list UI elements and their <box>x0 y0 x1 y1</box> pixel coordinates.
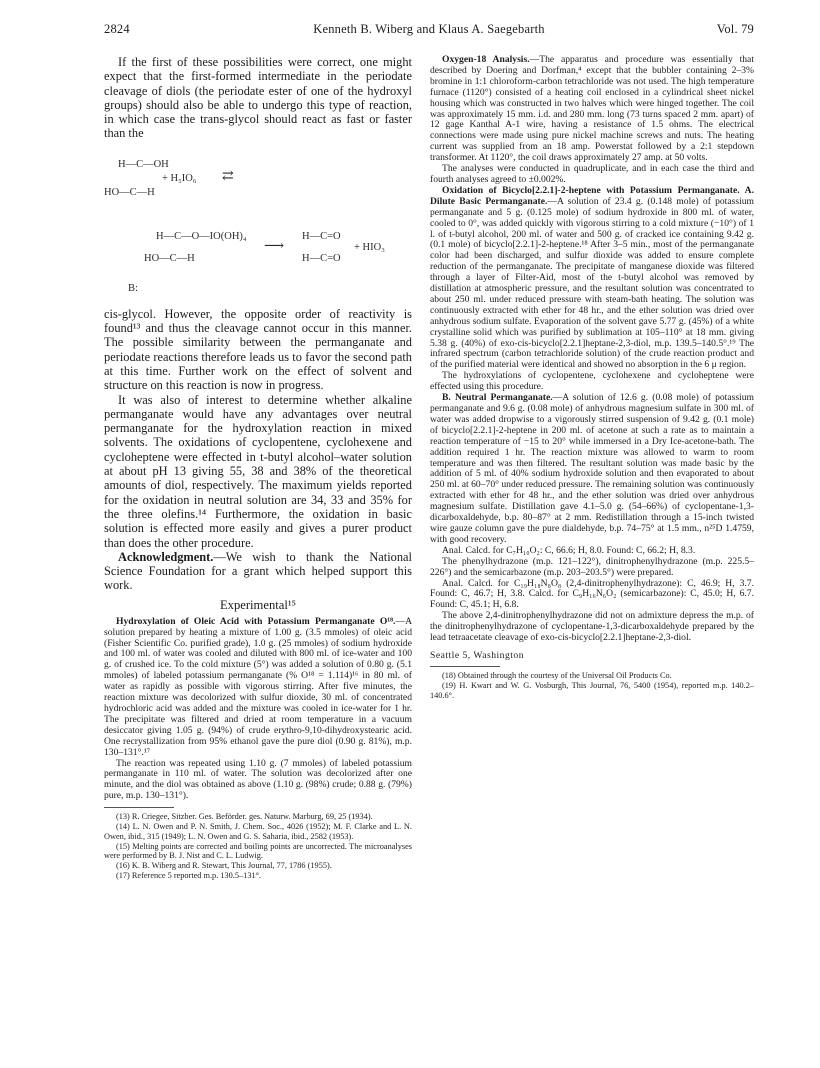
paragraph-cis-glycol: cis-glycol. However, the opposite order of reactivity is found¹³ and thus the cleavage cannot occur in this manner. The possible similarity between the permanganate and periodate reactions therefore leads us to favor the second path at this time. Further work on the effect of solvent and structure on this reaction is now in progress. <box>104 306 412 393</box>
analysis-derivatives: Anal. Calcd. for C₁₉H₁₈N₈O₈ (2,4-dinitrophenylhydrazone): C, 46.9; H, 3.7. Found: C, 46.7; H, 3.8. Calcd. for C₉H₁₆N₆O₂ (semicarbazone): C, 45.0; H, 6.7. Found: C, 45.1; H, 6.8. <box>430 577 754 611</box>
acknowledgment-text: —We wish to thank the National Science Foundation for a grant which helped support this work. <box>104 549 412 593</box>
paragraph-neutral <box>430 393 754 546</box>
scheme-glycol-periodate <box>104 153 412 219</box>
running-authors: Kenneth B. Wiberg and Klaus A. Saegebarth <box>313 22 545 36</box>
bicyclo-text: —A solution of 23.4 g. (0.148 mole) of potassium permanganate and 5 g. (0.125 mole) of sodium hydroxide in 800 ml. of water, cooled to 0°, was added quickly with vigorous stirring to a cold mixture (−10°) of 1 l. of t-butyl alcohol, 200 ml. of water and 500 g. of cracked ice containing 9.42 g. (0.1 mole) of bicyclo[2.2.1]-2-heptene.¹⁸ After 3–5 min., most of the permanganate color had been discharged, and sulfur dioxide was added to ensure complete reduction of the permanganate. The precipitate of manganese dioxide was filtered through a layer of Filter-Aid, most of the t-butyl alcohol was removed by distillation at atmospheric pressure, and the resultant solution was concentrated to about 250 ml. under reduced pressure with steam-bath heating. The solution was continuously extracted with ether for 48 hr., and the ether solution was dried over anhydrous sodium sulfate. Evaporation of the solvent gave 5.77 g. (45%) of a white crystalline solid which was purified by sublimation at 105–110° at 18 mm. giving 5.38 g. (40%) of exo-cis-bicyclo[2.2.1]heptane-2,3-diol, m.p. 139.5–140.5°.¹⁹ The infrared spectrum (carbon tetrachloride solution) of the crude reaction product and of the purified material were identical and showed no absorption in the 6 μ region. <box>430 195 755 371</box>
footnote-19: (19) H. Kwart and W. G. Vosburgh, This Journal, 76, 5400 (1954), reported m.p. 140.2–140.6°. <box>430 680 754 700</box>
analysis-dialdehyde: Anal. Calcd. for C₇H₁₀O₂: C, 66.6; H, 8.0. Found: C, 66.2; H, 8.3. <box>442 544 696 556</box>
o18-heading: Oxygen-18 Analysis. <box>442 54 530 65</box>
scheme1-line2: HO—C—H <box>104 186 155 198</box>
paragraph-oxygen18 <box>430 55 754 164</box>
footnote-13: (13) R. Criegee, Sitzber. Ges. Beförder. ges. Naturw. Marburg, 69, 25 (1934). <box>116 812 373 822</box>
scheme2-product-top: H—C=O <box>302 230 341 242</box>
o18-text: —The apparatus and procedure was essentially that described by Doering and Dorfman,⁴ except that the bubbler containing 2–3% bromine in 1:1 chloroform-carbon tetrachloride was not used. The high temperature furnace (1120°) consisted of a heating coil enclosed in a cylindrical sheet nickel housing which was constructed in two halves which were hinged together. The coil was approximately 15 mm. i.d. and 280 mm. long (73 turns spaced 2 mm. apart) of 12 gage Kanthal A-1 wire, having a resistance of 1.5 ohms. The electrical connections were made using pure nickel machine screws and nuts. The heating current was supplied from an 18 amp. Powerstat followed by a 2:1 stepdown transformer. At 1120°, the coil draws approximately 27 amp. at 50 volts. <box>430 54 754 164</box>
scheme2-ester-bottom: HO—C—H <box>144 252 195 264</box>
paragraph-derivatives: The phenylhydrazone (m.p. 121–122°), dinitrophenylhydrazone (m.p. 225.5–226°) and the semicarbazone (m.p. 203–203.5°) were prepared. <box>430 555 754 578</box>
paragraph-possibilities: If the first of these possibilities were correct, one might expect that the first-formed intermediate in the periodate cleavage of diols (the periodate ester of one of the hydroxyl groups) should also be able to undergo this type of reaction, in which case the trans-glycol should react as fast or faster than the <box>104 55 412 141</box>
page-number: 2824 <box>104 22 130 36</box>
right-column <box>430 55 754 700</box>
paragraph-oleic-acid <box>104 617 412 759</box>
equilibrium-arrow-icon: ⇄ <box>222 168 234 184</box>
paragraph-alkaline-permanganate: It was also of interest to determine whether alkaline permanganate would have any advantages over neutral permanganate for the hydroxylation reaction in mixed solvents. The oxidations of cyclopentene, cyclohexene and cycloheptene were effected in t-butyl alcohol–water solution at about pH 13 giving 55, 38 and 38% of the theoretical amounts of diol, respectively. The maximum yields reported for the oxidation in neutral solution are 34, 33 and 35% for the three olefins.¹⁴ Furthermore, the oxidation in basic solution is effected more easily and gives a purer product than does the other procedure. <box>104 392 412 550</box>
neutral-text: —A solution of 12.6 g. (0.08 mole) of potassium permanganate and 9.6 g. (0.08 mole) of anhydrous magnesium sulfate in 300 ml. of water was added dropwise to a vigorously stirred suspension of 9.42 g. (0.1 mole) of bicyclo[2.2.1]-2-heptene in 200 ml. of acetone at such a rate as to maintain a reaction temperature of −15 to 20° while immersed in a Dry Ice-acetone-bath. The addition required 1 hr. The reaction mixture was allowed to warm to room temperature and was then filtered. The resultant solution was made basic by the addition of 5 ml. of 40% sodium hydroxide solution and then evaporated to about 250 ml. at 60–70° under reduced pressure. The remaining solution was continuously extracted with ether for 48 hr., and the ether solution was dried over anhydrous magnesium sulfate. Distillation gave 4.1–5.0 g. (54–66%) of cyclopentane-1,3-dicarboxaldehyde, b.p. 80–87° at 2 mm. Redistillation through a 15-inch twisted wire gauze column gave the pure dialdehyde, b.p. 74–75° at 1.5 mm., n²⁵D 1.4759, with good recovery. <box>430 392 754 545</box>
footnote-divider <box>104 807 174 808</box>
paragraph-admixture: The above 2,4-dinitrophenylhydrazone did not on admixture depress the m.p. of the dinitrophenylhydrazone of cyclopentane-1,3-dicarboxaldehyde prepared by the lead tetraacetate cleavage of exo-cis-bicyclo[2.2.1]heptane-2,3-diol. <box>430 610 754 644</box>
experimental-heading: Experimental¹⁵ <box>219 597 296 612</box>
volume-label: Vol. 79 <box>716 22 754 36</box>
footnote-14: (14) L. N. Owen and P. N. Smith, J. Chem. Soc., 4026 (1952); M. F. Clarke and L. N. Owen, ibid., 315 (1949); L. N. Owen and G. S. Saharia, ibid., 2582 (1953). <box>104 821 412 841</box>
bicyclo-heading: Oxidation of Bicyclo[2.2.1]-2-heptene with Potassium Permanganate. A. Dilute Basic Permanganate. <box>430 184 754 207</box>
scheme1-reagent: + H₅IO₆ <box>162 172 197 184</box>
acknowledgment-heading: Acknowledgment. <box>118 549 214 564</box>
paragraph-acknowledgment <box>104 550 412 593</box>
neutral-heading: B. Neutral Permanganate. <box>442 392 553 404</box>
paragraph-repeat: The reaction was repeated using 1.10 g. (7 mmoles) of labeled potassium permanganate in 110 ml. of water. The solution was decolorized after one minute, and the diol was obtained as above (1.10 g. (98%) crude; 0.88 g. (79%) pure, m.p. 130–131°). <box>104 757 412 802</box>
scheme2-byproduct: + HIO₃ <box>354 241 385 253</box>
footnote-17: (17) Reference 5 reported m.p. 130.5–131°. <box>116 870 262 880</box>
scheme-periodate-ester <box>104 223 412 301</box>
scheme2-product-bottom: H—C=O <box>302 252 341 264</box>
footnote-15: (15) Melting points are corrected and boiling points are uncorrected. The microanalyses were performed by B. J. Nist and C. L. Ludwig. <box>104 841 412 861</box>
paragraph-cycloalkenes: The hydroxylations of cyclopentene, cyclohexene and cycloheptene were effected using this procedure. <box>430 370 754 393</box>
oleic-heading: Hydroxylation of Oleic Acid with Potassium Permanganate O¹⁸. <box>116 615 396 627</box>
paragraph-bicyclo-basic <box>430 186 754 371</box>
scheme2-base: B: <box>128 282 138 294</box>
oleic-text: —A solution prepared by heating a mixture of 1.00 g. (3.5 mmoles) of oleic acid (Fisher Scientific Co. purified grade), 1.0 g. (25 mmoles) of sodium hydroxide and 100 ml. of water was cooled and diluted with 800 ml. of ice-water and 100 g. of crushed ice. To the cold mixture (5°) was added a solution of 0.80 g. (5.1 mmoles) of labeled potassium permanganate (% O¹⁸ = 1.114)¹⁶ in 80 ml. of water as rapidly as possible with vigorous stirring. After five minutes, the reaction mixture was decolorized with sulfur dioxide, 30 ml. of concentrated hydrochloric acid was added and the mixture was cooled in ice-water for 1 hr. The precipitate was filtered and dried at room temperature in a vacuum desiccator giving 1.05 g. (94%) of crude erythro-9,10-dihydroxystearic acid. One recrystallization from 95% ethanol gave the pure diol (0.90 g. 81%), m.p. 130–131°.¹⁷ <box>104 615 412 758</box>
footnote-16: (16) K. B. Wiberg and R. Stewart, This Journal, 77, 1786 (1955). <box>116 861 332 871</box>
left-column <box>104 55 412 881</box>
footnote-divider <box>430 666 500 667</box>
author-address: Seattle 5, Washington <box>430 649 525 661</box>
paragraph-analyses: The analyses were conducted in quadruplicate, and in each case the third and fourth analyses agreed to ±0.002%. <box>430 163 754 185</box>
footnote-18: (18) Obtained through the courtesy of the Universal Oil Products Co. <box>442 670 672 680</box>
scheme1-line1: H—C—OH <box>118 158 169 170</box>
page-header <box>104 22 754 38</box>
reaction-arrow-icon: ⟶ <box>264 238 285 254</box>
scheme2-ester-top: H—C—O—IO(OH)₄ <box>156 230 247 242</box>
